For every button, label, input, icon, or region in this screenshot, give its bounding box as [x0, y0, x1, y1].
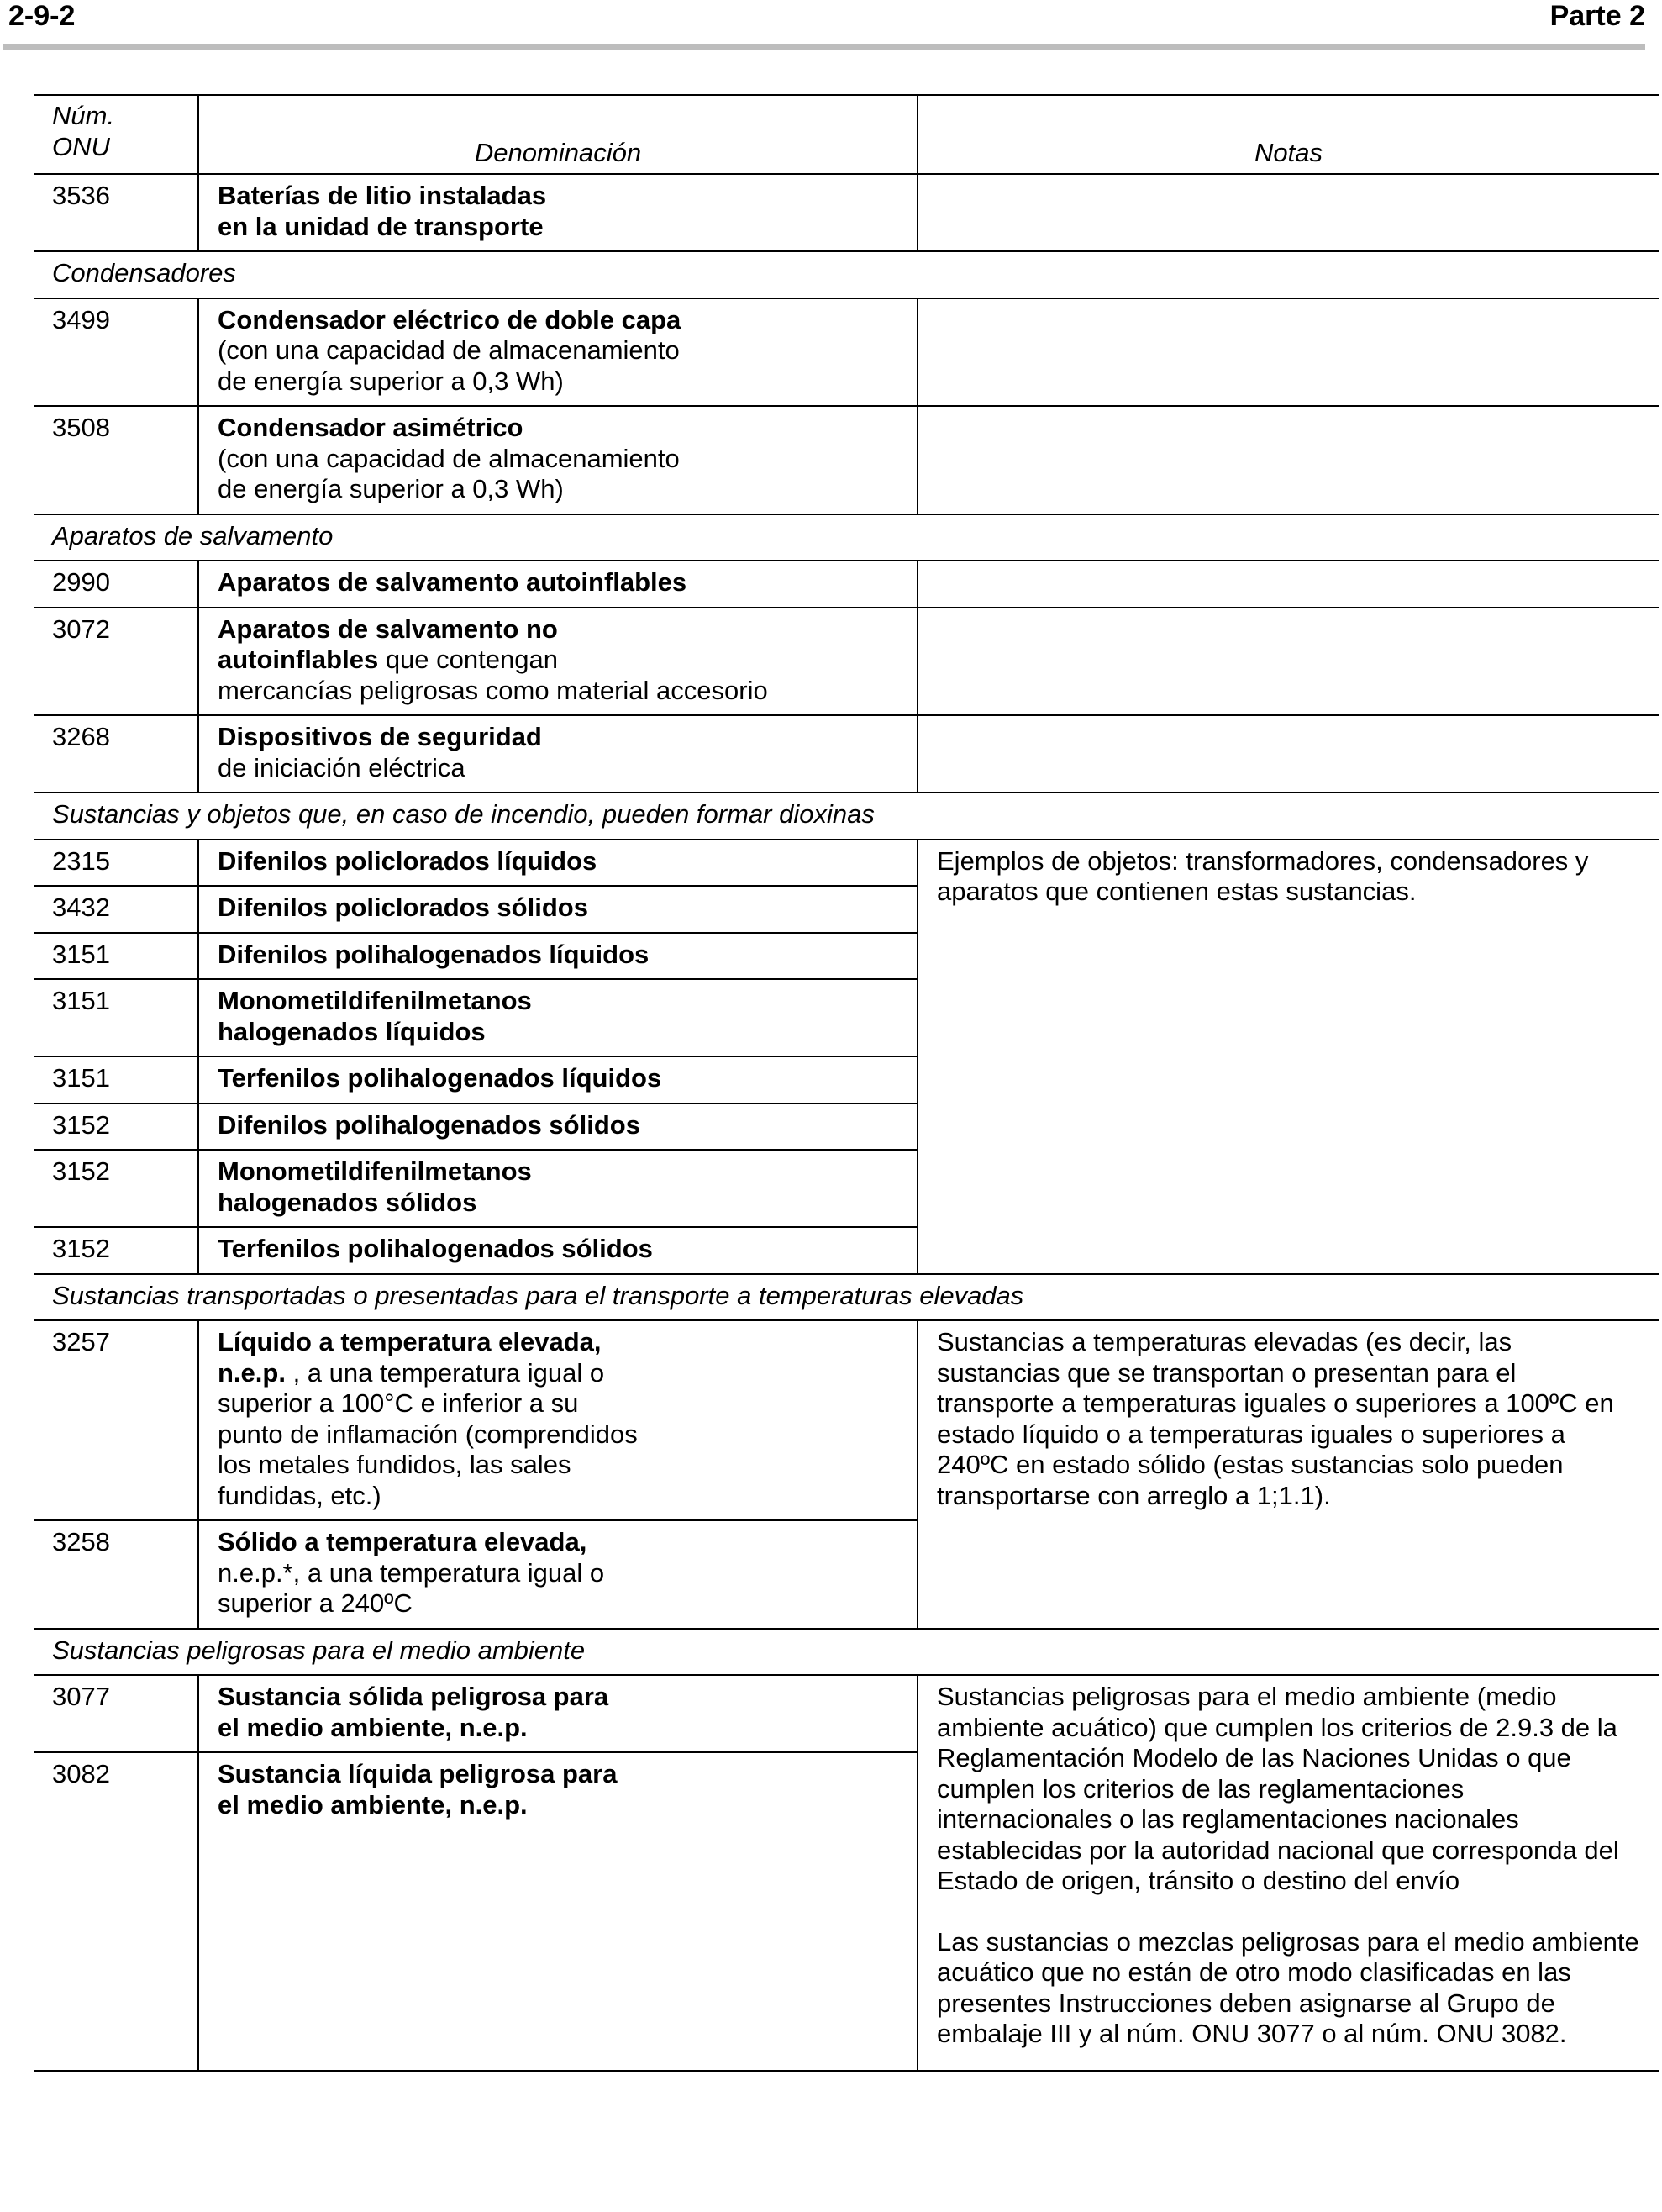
designation: Líquido a temperatura elevada, n.e.p. , a una temperatura igual o superior a 100°C e inferior a su punto de inflamación (comprendidos los metales fundidos, las sales fundidas, etc.) — [198, 1320, 918, 1520]
notes-cell — [918, 406, 1659, 514]
designation: Monometildifenilmetanos halogenados sólidos — [198, 1150, 918, 1227]
un-number: 3151 — [34, 979, 198, 1056]
section-row — [34, 251, 1659, 298]
section-row — [34, 1274, 1659, 1321]
un-number: 3151 — [34, 933, 198, 980]
designation: Sólido a temperatura elevada, n.e.p.*, a una temperatura igual o superior a 240ºC — [198, 1520, 918, 1629]
table-row — [34, 840, 1659, 887]
page-number: 2-9-2 — [8, 0, 76, 32]
section-row — [34, 514, 1659, 561]
column-header-notes: Notas — [918, 95, 1659, 174]
column-header-name: Denominación — [198, 95, 918, 174]
header-rule — [3, 44, 1645, 50]
notes-cell — [918, 608, 1659, 716]
designation: Difenilos polihalogenados líquidos — [198, 933, 918, 980]
page-header — [8, 0, 1645, 32]
notes-cell: Sustancias peligrosas para el medio ambiente (medio ambiente acuático) que cumplen los criterios de 2.9.3 de la Reglamentación Modelo de las Naciones Unidas o que cumplen los criterios de las reglamentaciones internacionales o las reglamentaciones nacionales establecidas por la autoridad nacional que corresponda del Estado de origen, tránsito o destino del envío Las sustancias o mezclas peligrosas para el medio ambiente acuático que no están de otro modo clasificadas en las presentes Instrucciones deben asignarse al Grupo de embalaje III y al núm. ONU 3077 o al núm. ONU 3082. — [918, 1675, 1659, 2071]
un-number: 3152 — [34, 1150, 198, 1227]
notes-cell: Sustancias a temperaturas elevadas (es decir, las sustancias que se transportan o presentan para el transporte a temperaturas iguales o superiores a 100ºC en estado líquido o a temperaturas iguales o superiores a 240ºC en estado sólido (estas sustancias solo pueden transportarse con arreglo a 1;1.1). — [918, 1320, 1659, 1629]
un-number: 3152 — [34, 1227, 198, 1274]
designation: Condensador asimétrico (con una capacidad de almacenamiento de energía superior a 0,3 Wh) — [198, 406, 918, 514]
table-row — [34, 561, 1659, 608]
un-number: 3432 — [34, 886, 198, 933]
designation: Terfenilos polihalogenados líquidos — [198, 1056, 918, 1103]
table-row — [34, 715, 1659, 793]
un-number: 3151 — [34, 1056, 198, 1103]
designation: Monometildifenilmetanos halogenados líquidos — [198, 979, 918, 1056]
designation: Terfenilos polihalogenados sólidos — [198, 1227, 918, 1274]
table-row — [34, 608, 1659, 716]
notes-cell — [918, 298, 1659, 407]
designation: Aparatos de salvamento autoinflables — [198, 561, 918, 608]
part-label: Parte 2 — [1549, 0, 1645, 32]
un-number: 3258 — [34, 1520, 198, 1629]
designation: Sustancia líquida peligrosa para el medio ambiente, n.e.p. — [198, 1752, 918, 2071]
un-number: 3499 — [34, 298, 198, 407]
un-number: 3257 — [34, 1320, 198, 1520]
un-numbers-table — [34, 94, 1659, 2072]
table-row — [34, 174, 1659, 251]
un-number: 3072 — [34, 608, 198, 716]
designation: Baterías de litio instaladas en la unidad de transporte — [198, 174, 918, 251]
table-row — [34, 1320, 1659, 1520]
designation: Sustancia sólida peligrosa para el medio ambiente, n.e.p. — [198, 1675, 918, 1752]
section-title: Condensadores — [34, 251, 1659, 298]
table-header-row — [34, 95, 1659, 174]
section-title: Aparatos de salvamento — [34, 514, 1659, 561]
designation: Dispositivos de seguridad de iniciación eléctrica — [198, 715, 918, 793]
designation: Aparatos de salvamento no autoinflables que contengan mercancías peligrosas como material accesorio — [198, 608, 918, 716]
un-number: 3152 — [34, 1103, 198, 1151]
table-row — [34, 1675, 1659, 1752]
notes-cell: Ejemplos de objetos: transformadores, condensadores y aparatos que contienen estas sustancias. — [918, 840, 1659, 1274]
table-row — [34, 298, 1659, 407]
un-number: 3508 — [34, 406, 198, 514]
un-number: 3082 — [34, 1752, 198, 2071]
un-number: 3536 — [34, 174, 198, 251]
section-row — [34, 1629, 1659, 1676]
designation: Difenilos polihalogenados sólidos — [198, 1103, 918, 1151]
table-row — [34, 406, 1659, 514]
designation: Condensador eléctrico de doble capa (con una capacidad de almacenamiento de energía superior a 0,3 Wh) — [198, 298, 918, 407]
notes-cell — [918, 561, 1659, 608]
notes-cell — [918, 174, 1659, 251]
notes-cell — [918, 715, 1659, 793]
section-row — [34, 793, 1659, 840]
section-title: Sustancias transportadas o presentadas para el transporte a temperaturas elevadas — [34, 1274, 1659, 1321]
designation: Difenilos policlorados líquidos — [198, 840, 918, 887]
section-title: Sustancias y objetos que, en caso de incendio, pueden formar dioxinas — [34, 793, 1659, 840]
un-number: 3268 — [34, 715, 198, 793]
un-number: 3077 — [34, 1675, 198, 1752]
un-number: 2990 — [34, 561, 198, 608]
un-number: 2315 — [34, 840, 198, 887]
designation: Difenilos policlorados sólidos — [198, 886, 918, 933]
section-title: Sustancias peligrosas para el medio ambiente — [34, 1629, 1659, 1676]
column-header-un: Núm. ONU — [34, 95, 198, 174]
